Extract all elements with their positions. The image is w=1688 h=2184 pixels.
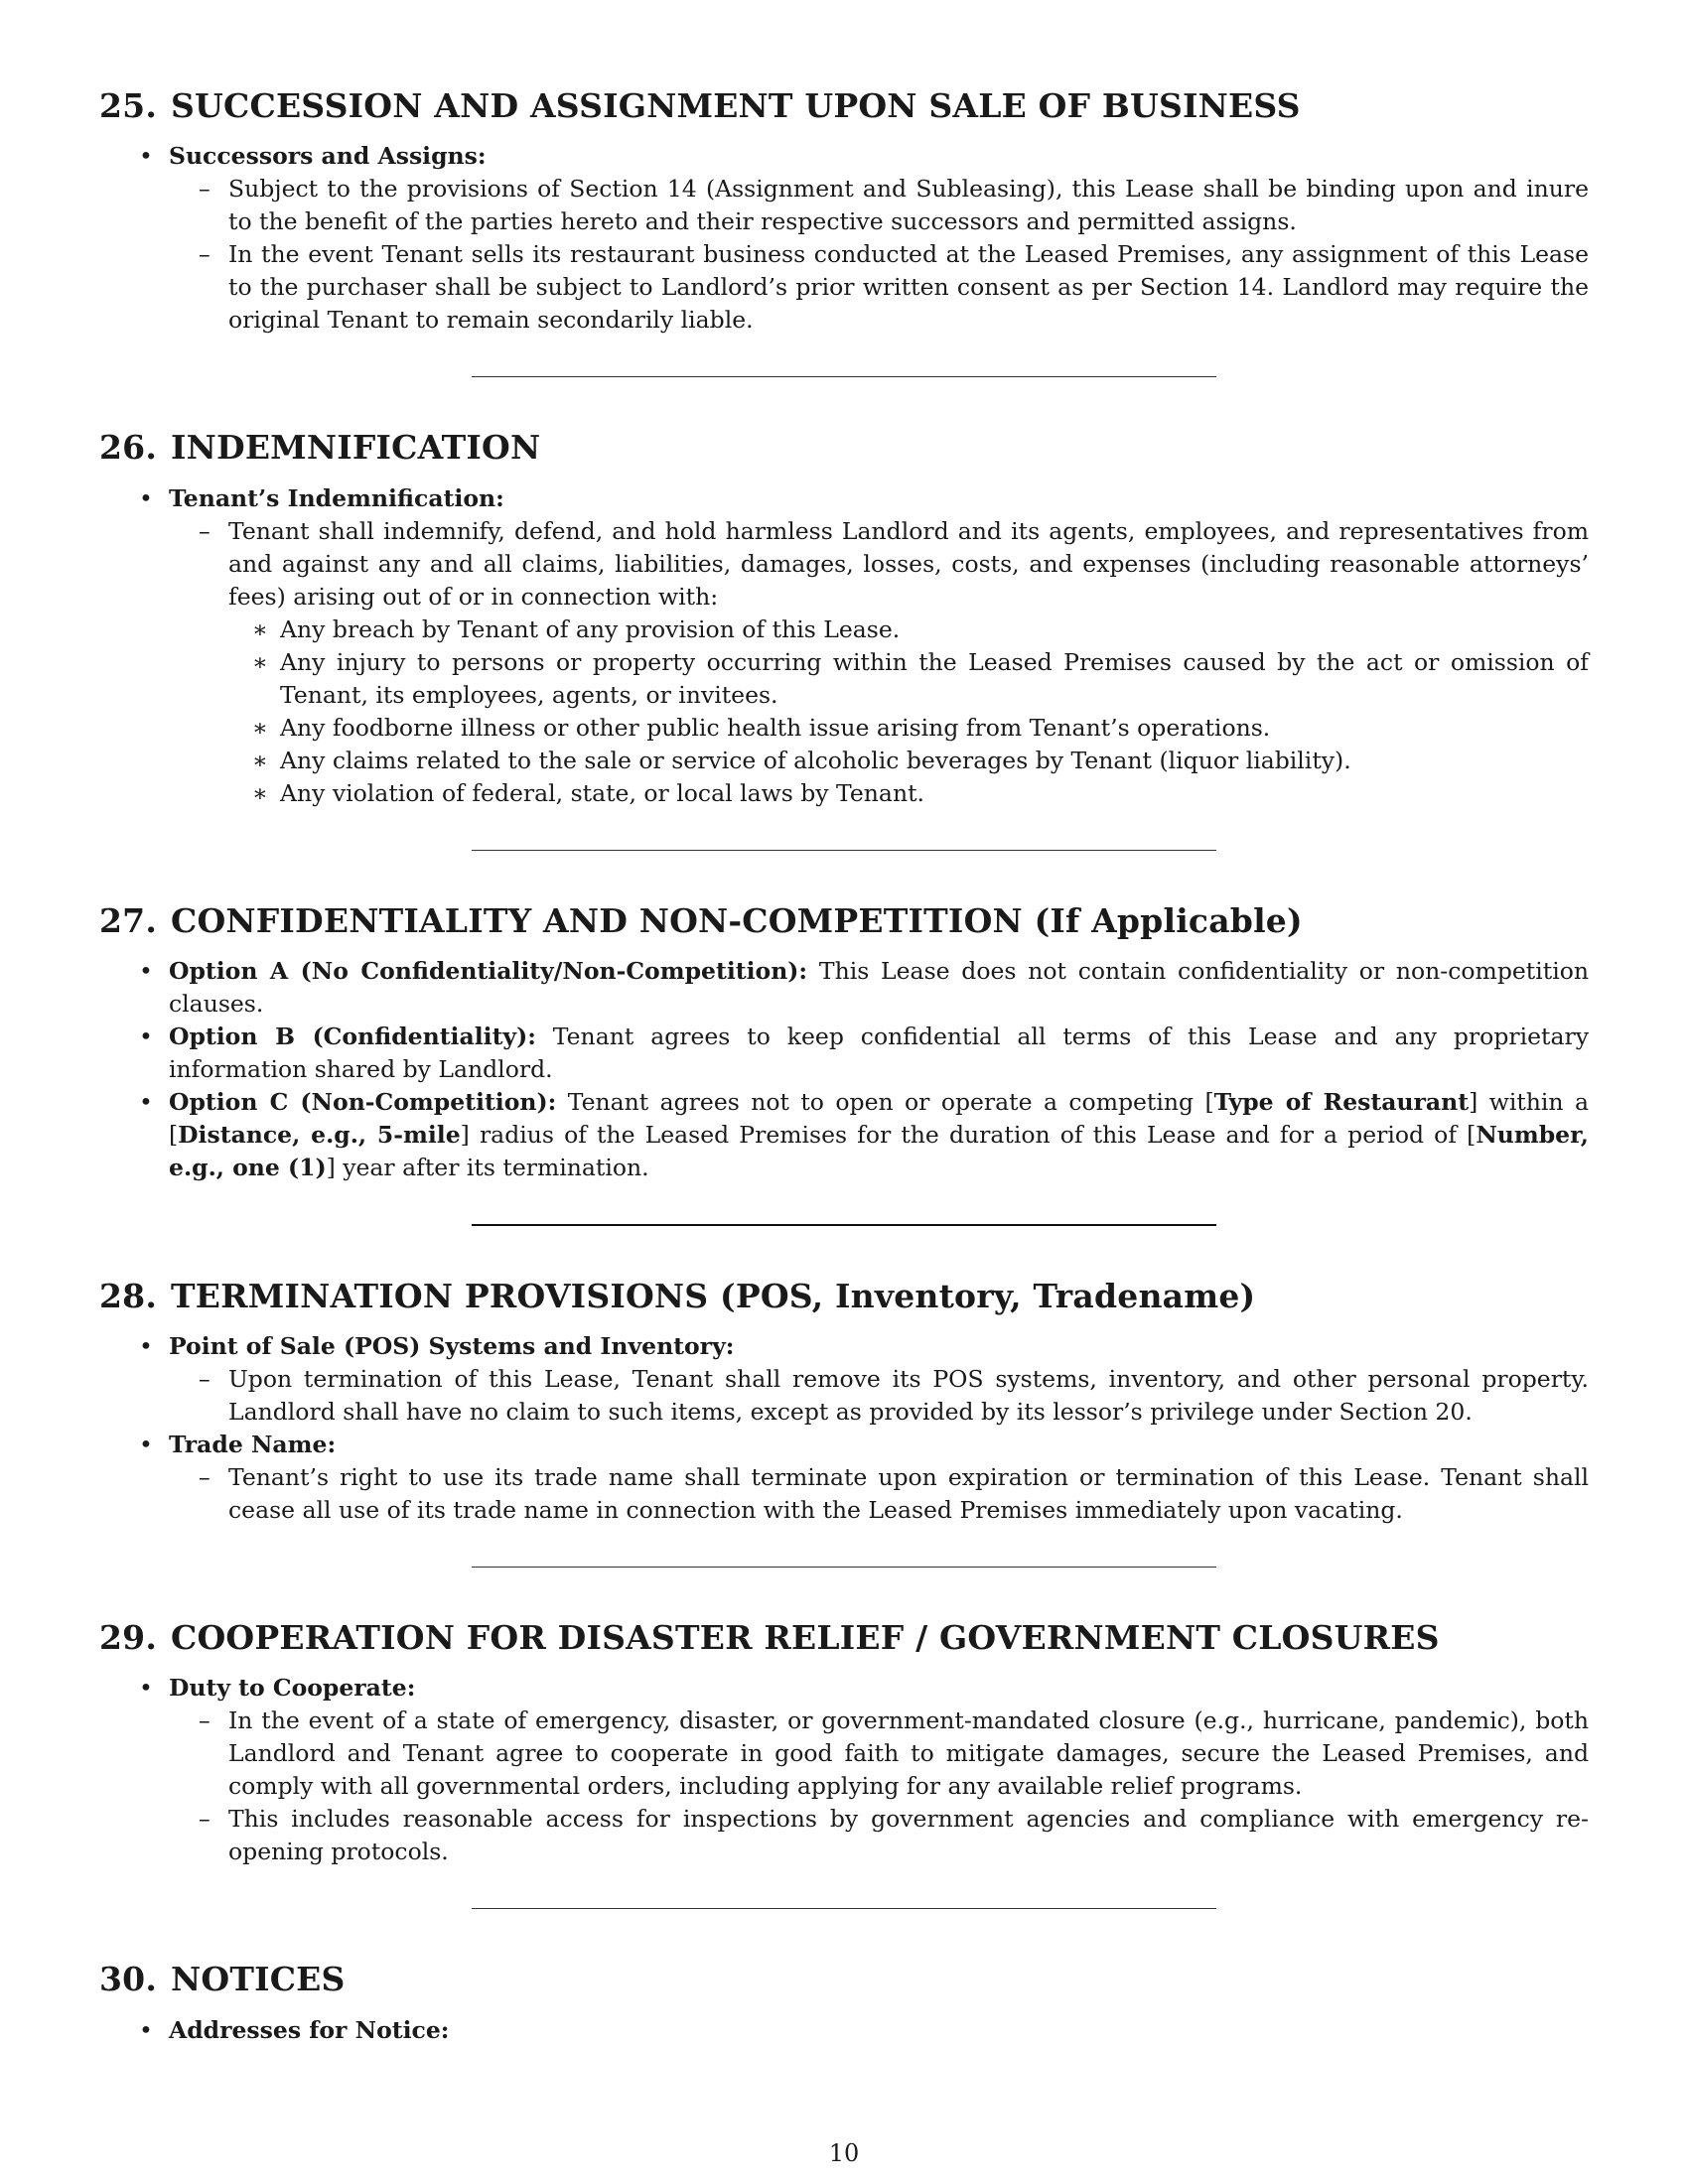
sub-list-item	[199, 1803, 1589, 1868]
placeholder-field: Distance, e.g., 5-mile	[178, 1120, 461, 1149]
item-text: Tenant agrees not to open or operate a competing [	[567, 1087, 1214, 1116]
section-divider	[472, 1224, 1216, 1226]
sub-item-text: Tenant shall indemnify, defend, and hold harmless Landlord and its agents, employees, and representatives from and against any and all claims, liabilities, damages, losses, costs, and expenses (including reasonable attorneys’ fees) arising out of or in connection with:	[228, 516, 1589, 611]
section-heading	[99, 85, 1589, 126]
asterisk-icon: ∗	[252, 778, 268, 807]
item-lead: Option C (Non-Competition):	[169, 1087, 557, 1116]
section-title: CONFIDENTIALITY AND NON-COMPETITION (If Applicable)	[171, 900, 1303, 940]
placeholder-field: Type of Restaurant	[1213, 1087, 1470, 1116]
list-item	[139, 1672, 1589, 1868]
section-heading	[99, 427, 1589, 468]
section-title: NOTICES	[171, 1960, 346, 1999]
section-heading	[99, 1276, 1589, 1316]
bullet-icon: •	[139, 142, 153, 171]
item-lead: Successors and Assigns:	[169, 142, 487, 171]
section-title: COOPERATION FOR DISASTER RELIEF / GOVERNMENT CLOSURES	[171, 1618, 1440, 1657]
item-lead: Trade Name:	[169, 1431, 337, 1458]
section-26	[99, 427, 1589, 809]
section-number: 29.	[99, 1618, 158, 1657]
dash-icon: –	[199, 240, 211, 269]
list-item	[139, 1086, 1589, 1184]
dash-icon: –	[199, 1365, 211, 1393]
section-heading	[99, 1959, 1589, 1999]
list-item	[139, 1330, 1589, 1429]
sub-list-item	[199, 238, 1589, 337]
section-title: INDEMNIFICATION	[171, 428, 541, 468]
sub-item-text: Subject to the provisions of Section 14 (Assignment and Subleasing), this Lease shall be binding upon and inure to the benefit of the parties hereto and their respective successors and permitted assigns.	[228, 175, 1589, 236]
dash-icon: –	[199, 175, 211, 204]
sub-sub-item-text: Any claims related to the sale or service of alcoholic beverages by Tenant (liquor liability).	[280, 746, 1351, 774]
sub-item-text: Upon termination of this Lease, Tenant shall remove its POS systems, inventory, and other personal property. Landlord shall have no claim to such items, except as provided by its lessor’s privilege under Section 20.	[228, 1365, 1589, 1426]
bullet-icon: •	[139, 1332, 153, 1360]
dash-icon: –	[199, 1463, 211, 1491]
sub-item-text: In the event Tenant sells its restaurant business conducted at the Leased Premises, any assignment of this Lease to the purchaser shall be subject to Landlord’s prior written consent as per Section 14. Landlord may require the original Tenant to remain secondarily liable.	[228, 240, 1589, 335]
sub-sub-list-item	[252, 614, 1589, 646]
item-lead: Duty to Cooperate:	[169, 1674, 416, 1703]
sub-item-text: This includes reasonable access for inspections by government agencies and compliance with emergency re-opening protocols.	[228, 1805, 1589, 1866]
bullet-icon: •	[139, 956, 153, 985]
sub-sub-item-text: Any violation of federal, state, or local laws by Tenant.	[280, 778, 924, 807]
section-27	[99, 900, 1589, 1184]
list-item	[139, 140, 1589, 337]
list-item	[139, 482, 1589, 810]
sub-sub-list-item	[252, 777, 1589, 810]
list-item	[139, 955, 1589, 1021]
item-lead: Option B (Confidentiality):	[169, 1022, 536, 1050]
section-number: 27.	[99, 900, 158, 940]
item-lead: Point of Sale (POS) Systems and Inventory:	[169, 1332, 735, 1360]
item-lead: Addresses for Notice:	[169, 2015, 450, 2044]
item-text: ] year after its termination.	[326, 1153, 649, 1181]
item-lead: Tenant’s Indemnification:	[169, 483, 504, 512]
sub-list-item	[199, 515, 1589, 810]
section-divider	[472, 1908, 1216, 1909]
sub-sub-item-text: Any foodborne illness or other public health issue arising from Tenant’s operations.	[280, 713, 1271, 742]
section-30	[99, 1959, 1589, 2046]
dash-icon: –	[199, 1706, 211, 1735]
bullet-icon: •	[139, 2015, 153, 2044]
document-page	[99, 85, 1589, 2047]
section-29	[99, 1617, 1589, 1868]
sub-list-item	[199, 1461, 1589, 1527]
sub-sub-list-item	[252, 712, 1589, 745]
item-text: Tenant agrees to keep confidential all terms of this Lease and any proprietary information shared by Landlord.	[169, 1022, 1589, 1083]
sub-list-item	[199, 1363, 1589, 1429]
bullet-icon: •	[139, 1674, 153, 1703]
sub-list-item	[199, 173, 1589, 238]
sub-sub-list-item	[252, 646, 1589, 712]
sub-item-text: Tenant’s right to use its trade name shall terminate upon expiration or termination of this Lease. Tenant shall cease all use of its trade name in connection with the Leased Premises immediately upon vacating.	[228, 1463, 1589, 1524]
asterisk-icon: ∗	[252, 647, 268, 676]
sub-list-item	[199, 1705, 1589, 1803]
bullet-icon: •	[139, 1022, 153, 1050]
list-item	[139, 1021, 1589, 1086]
placeholder-field: Number, e.g., one (1)	[169, 1120, 1589, 1181]
section-number: 25.	[99, 86, 158, 125]
section-heading	[99, 900, 1589, 941]
section-number: 28.	[99, 1276, 158, 1315]
page-number: 10	[828, 2139, 860, 2167]
section-title: TERMINATION PROVISIONS (POS, Inventory, Tradename)	[171, 1276, 1256, 1315]
item-text: ] radius of the Leased Premises for the duration of this Lease and for a period of [	[460, 1120, 1477, 1149]
section-25	[99, 85, 1589, 337]
asterisk-icon: ∗	[252, 746, 268, 774]
item-lead: Option A (No Confidentiality/Non-Competition):	[169, 956, 808, 985]
section-divider	[472, 1567, 1216, 1568]
section-divider	[472, 376, 1216, 377]
section-title: SUCCESSION AND ASSIGNMENT UPON SALE OF BUSINESS	[171, 86, 1301, 125]
sub-sub-item-text: Any injury to persons or property occurring within the Leased Premises caused by the act or omission of Tenant, its employees, agents, or invitees.	[280, 647, 1589, 709]
section-number: 26.	[99, 428, 158, 468]
dash-icon: –	[199, 1805, 211, 1834]
section-number: 30.	[99, 1960, 158, 1999]
section-heading	[99, 1617, 1589, 1658]
dash-icon: –	[199, 516, 211, 545]
list-item	[139, 2014, 1589, 2047]
sub-item-text: In the event of a state of emergency, disaster, or government-mandated closure (e.g., hurricane, pandemic), both Landlord and Tenant agree to cooperate in good faith to mitigate damages, secure the Leased Premises, and comply with all governmental orders, including applying for any available relief programs.	[228, 1706, 1589, 1801]
bullet-icon: •	[139, 483, 153, 512]
asterisk-icon: ∗	[252, 614, 268, 643]
bullet-icon: •	[139, 1431, 153, 1458]
bullet-icon: •	[139, 1087, 153, 1116]
sub-sub-list-item	[252, 745, 1589, 777]
item-text: ] within a [	[169, 1087, 1589, 1149]
asterisk-icon: ∗	[252, 713, 268, 742]
sub-sub-item-text: Any breach by Tenant of any provision of this Lease.	[280, 614, 901, 643]
list-item	[139, 1429, 1589, 1527]
item-text: This Lease does not contain confidentiality or non-competition clauses.	[169, 956, 1589, 1018]
section-divider	[472, 850, 1216, 851]
section-28	[99, 1276, 1589, 1527]
